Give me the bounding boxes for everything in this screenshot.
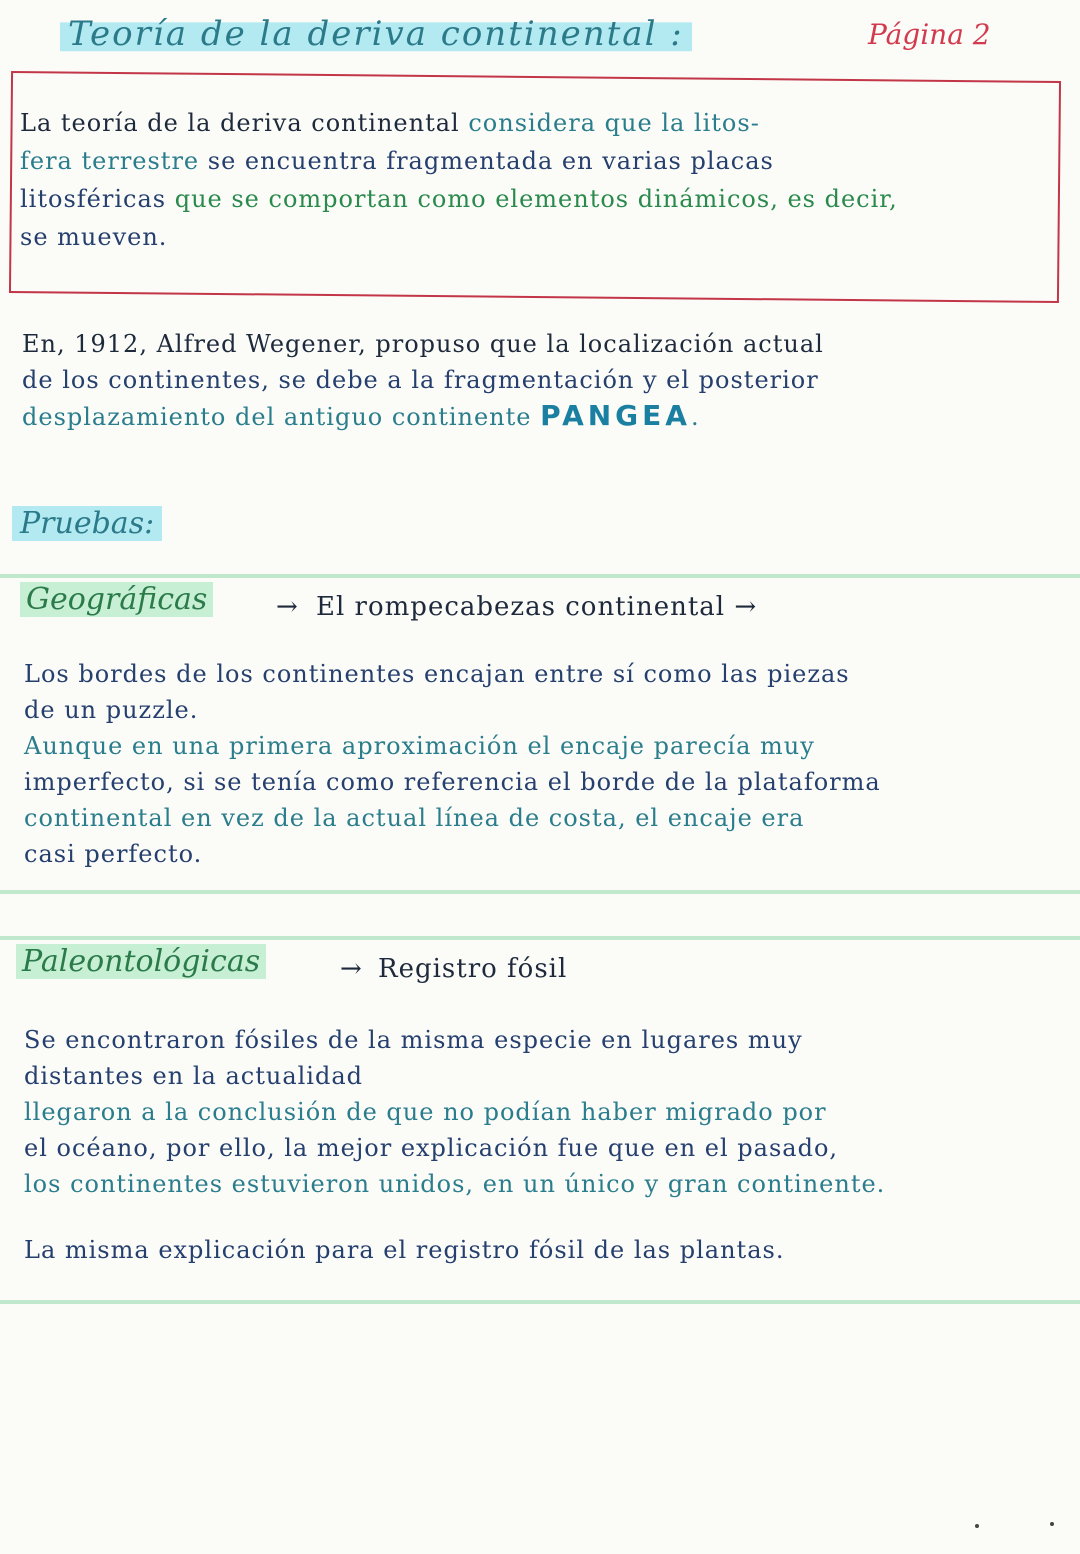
para-line: distantes en la actualidad <box>24 1062 364 1090</box>
divider-line <box>0 936 1080 940</box>
definition-line: La teoría de la deriva continental considera que la litos- <box>20 109 760 137</box>
section-arrow: → <box>340 954 363 984</box>
intro-line: de los continentes, se debe a la fragmentación y el posterior <box>22 366 819 394</box>
ink-dot <box>1050 1522 1054 1526</box>
intro-line: desplazamiento del antiguo continente PANGEA. <box>22 399 700 432</box>
para-line: continental en vez de la actual línea de costa, el encaje era <box>24 804 805 832</box>
definition-text <box>20 104 1060 256</box>
definition-line: fera terrestre se encuentra fragmentada en varias placas <box>20 147 774 175</box>
pruebas-heading: Pruebas: <box>12 506 162 541</box>
geograficas-paragraph <box>24 656 1064 872</box>
para-line: Aunque en una primera aproximación el encaje parecía muy <box>24 732 815 760</box>
page-title: Teoría de la deriva continental : <box>60 14 692 54</box>
section-subtitle: El rompecabezas continental → <box>316 592 758 622</box>
definition-line: litosféricas que se comportan como elementos dinámicos, es decir, <box>20 185 898 213</box>
section-subtitle: Registro fósil <box>378 954 568 984</box>
divider-line <box>0 574 1080 578</box>
intro-line: En, 1912, Alfred Wegener, propuso que la localización actual <box>22 330 824 358</box>
definition-line: se mueven. <box>20 223 168 251</box>
para-line: Se encontraron fósiles de la misma especie en lugares muy <box>24 1026 803 1054</box>
divider-line <box>0 890 1080 894</box>
divider-line <box>0 1300 1080 1304</box>
intro-paragraph <box>22 326 1062 435</box>
paleontologicas-paragraph <box>24 1022 1064 1202</box>
page-number: Página 2 <box>868 18 991 51</box>
section-heading-paleontologicas: Paleontológicas <box>16 944 266 979</box>
pangea-highlight: PANGEA <box>540 399 691 432</box>
para-line: los continentes estuvieron unidos, en un único y gran continente. <box>24 1170 886 1198</box>
section-arrow: → <box>276 592 299 622</box>
closing-line: La misma explicación para el registro fósil de las plantas. <box>24 1236 785 1264</box>
ink-dot <box>975 1524 979 1528</box>
para-line: casi perfecto. <box>24 840 203 868</box>
para-line: el océano, por ello, la mejor explicación fue que en el pasado, <box>24 1134 839 1162</box>
para-line: imperfecto, si se tenía como referencia el borde de la plataforma <box>24 768 881 796</box>
section-heading-geograficas: Geográficas <box>20 582 213 617</box>
para-line: de un puzzle. <box>24 696 199 724</box>
para-line: llegaron a la conclusión de que no podían haber migrado por <box>24 1098 827 1126</box>
para-line: Los bordes de los continentes encajan entre sí como las piezas <box>24 660 850 688</box>
